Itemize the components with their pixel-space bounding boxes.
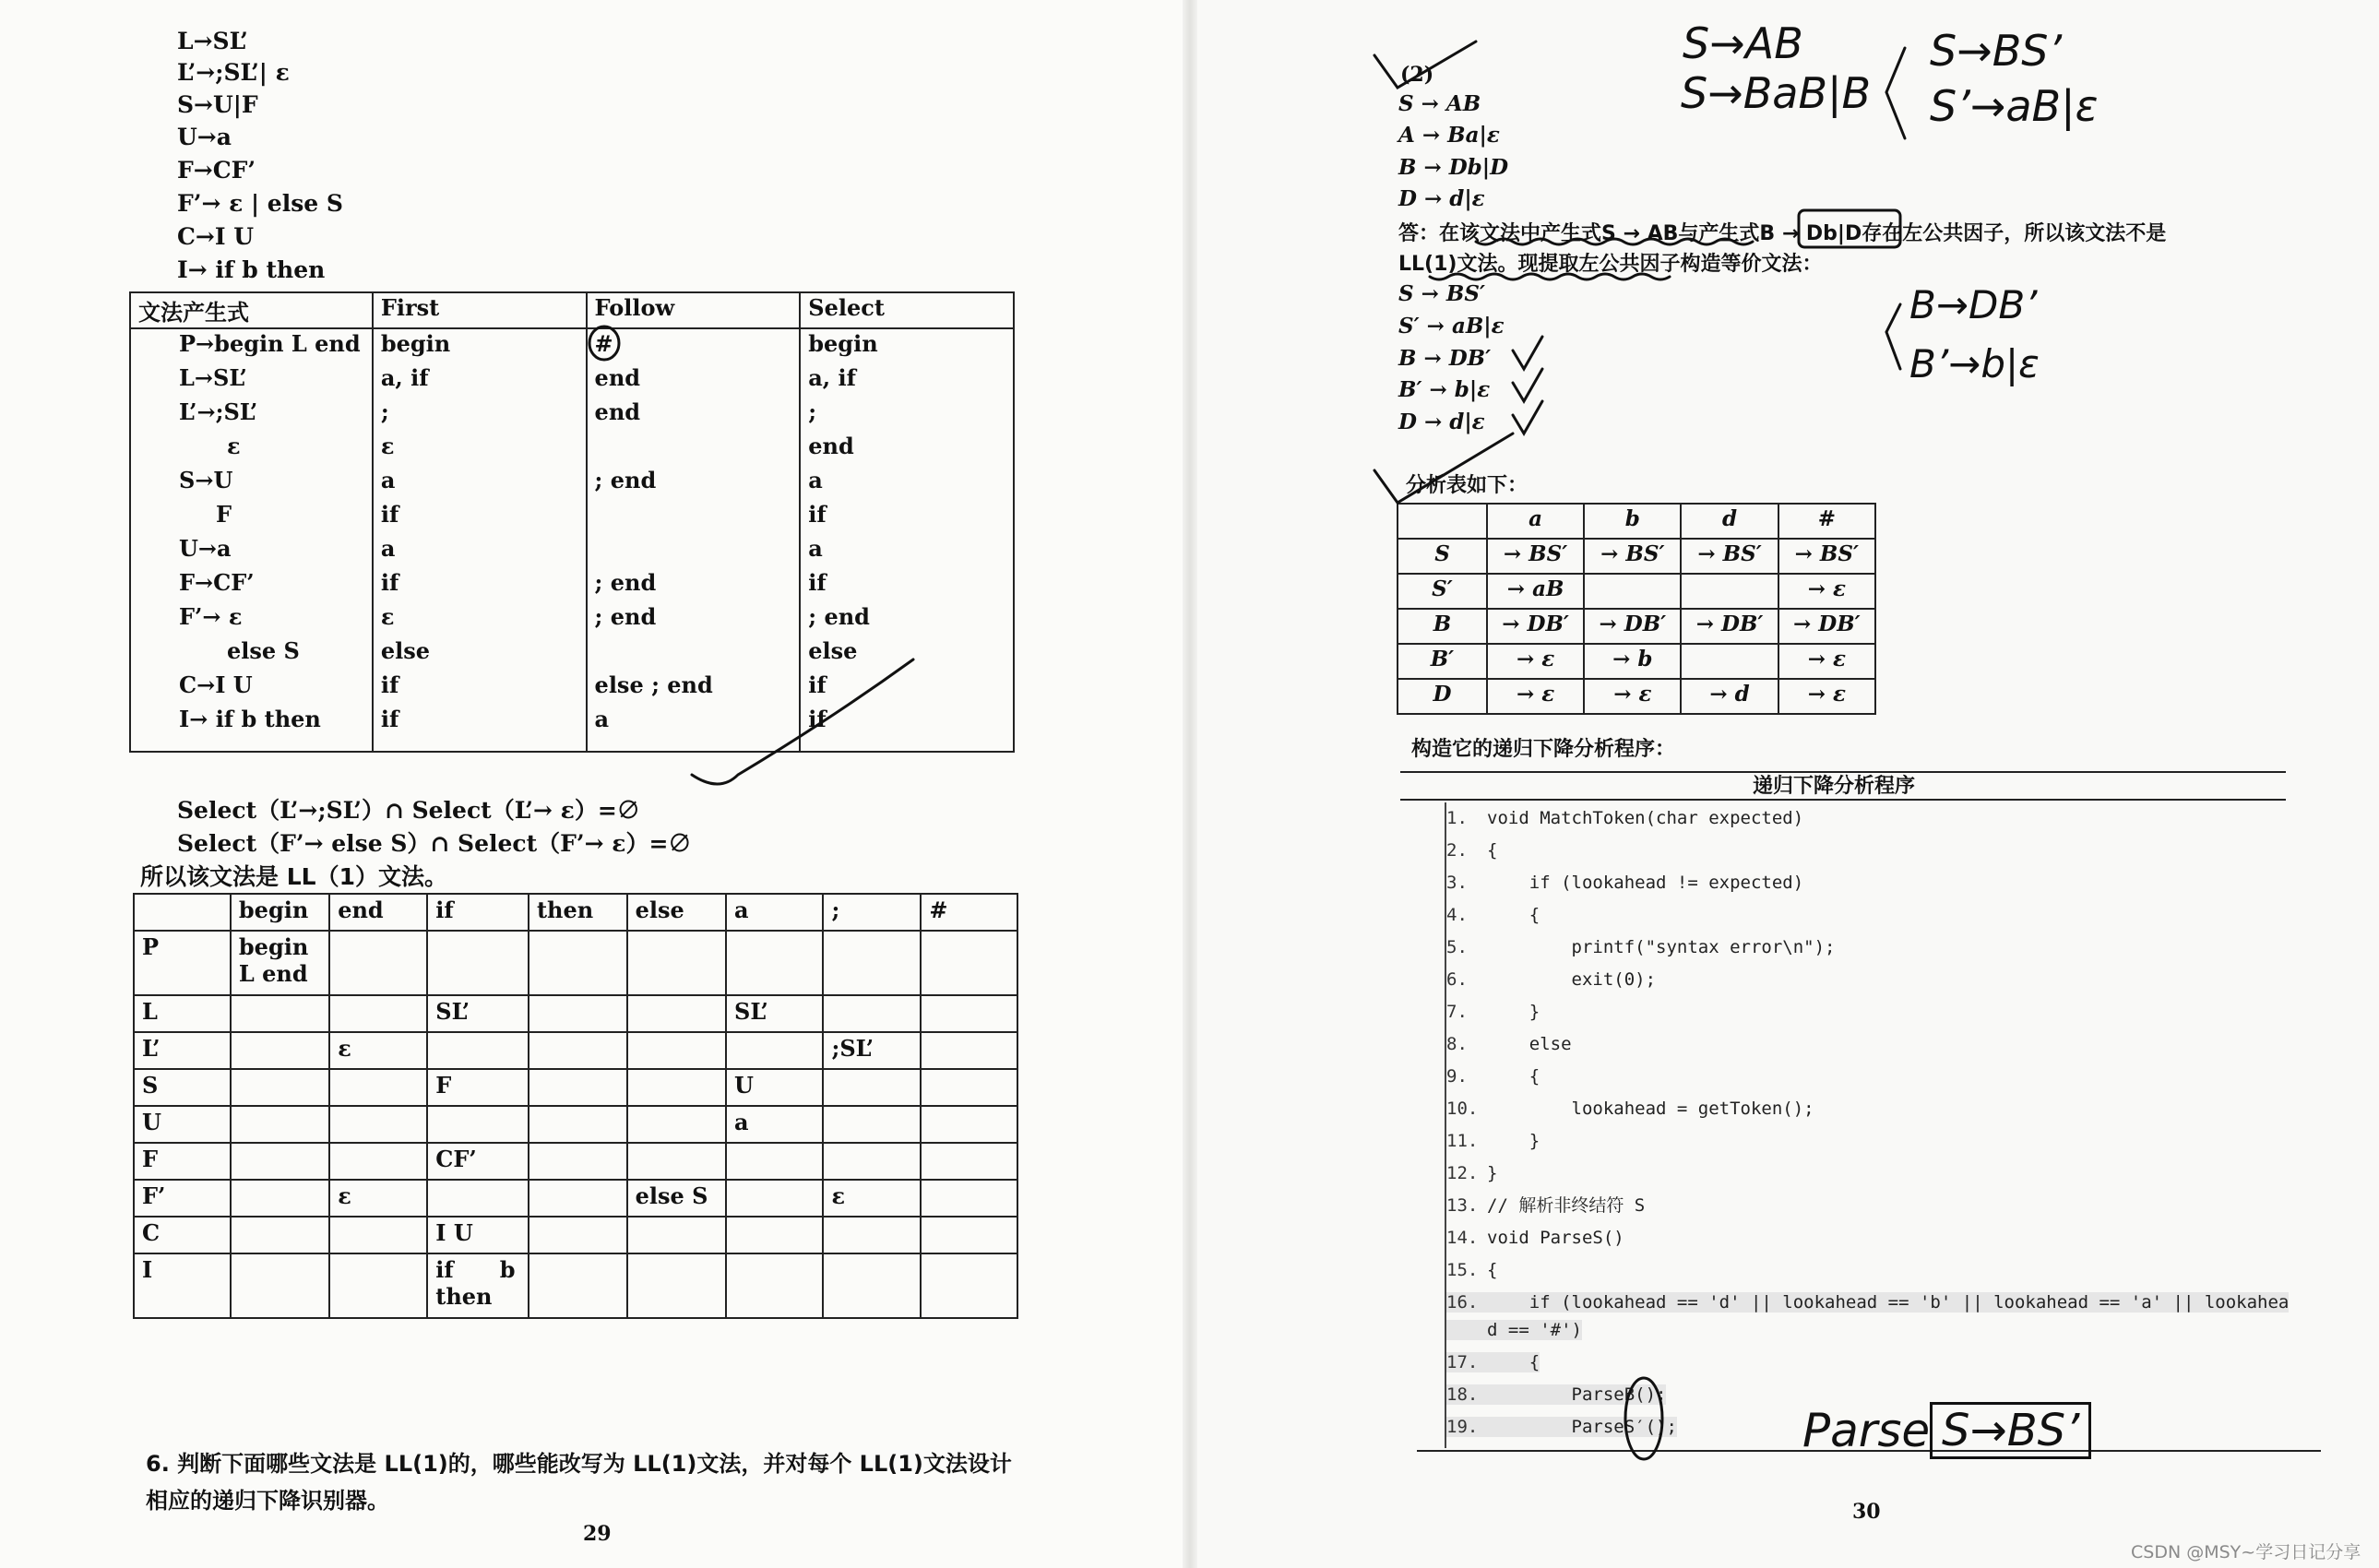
table-cell: → b (1584, 644, 1681, 679)
table-cell: if (800, 500, 1014, 534)
table-header: ; (823, 894, 921, 931)
handwritten-note: S→AB (1683, 18, 1803, 68)
code-text: { (1487, 1352, 1540, 1372)
table-cell: ε (373, 602, 587, 636)
table-cell: → DB′ (1778, 609, 1875, 644)
grammar-line: S → BS′ (1398, 281, 1486, 306)
circle-mark (1625, 1378, 1662, 1459)
table-cell: a (587, 705, 801, 752)
answer-text-line2: LL(1)文法。现提取左公共因子构造等价文法： (1398, 253, 1823, 276)
handwritten-note: Parse (1802, 1404, 1931, 1457)
table-cell: → DB′ (1487, 609, 1584, 644)
select-intersection: Select（F’→ else S）∩ Select（F’→ ε）=∅ (177, 830, 692, 857)
line-number: 10. (1446, 1099, 1479, 1119)
row-header: F (134, 1143, 231, 1180)
table-cell: S→U (130, 466, 373, 500)
table-cell: if (373, 671, 587, 705)
rule-line: F’→ ε | else S (177, 190, 343, 217)
code-text: { (1487, 840, 1498, 861)
line-number: 2. (1446, 840, 1468, 861)
table-header: First (373, 292, 587, 328)
rule-line: U→a (177, 124, 232, 150)
rule-line: L’→;SL’| ε (177, 59, 290, 86)
table-cell: U→a (130, 534, 373, 568)
handwritten-note: B’→b|ε (1909, 341, 2040, 386)
table-cell: else (373, 636, 587, 671)
code-text: ParseS′(); (1487, 1417, 1677, 1437)
row-header: S′ (1398, 574, 1487, 609)
table-cell: end (587, 398, 801, 432)
grammar-line: S′ → aB|ε (1398, 314, 1505, 339)
grammar-line: B → Db|D (1398, 155, 1509, 180)
table-cell: # (587, 328, 801, 363)
row-header: D (1398, 679, 1487, 714)
table-cell: L’→;SL’ (130, 398, 373, 432)
table-cell: L→SL’ (130, 363, 373, 398)
table-cell: ε (823, 1180, 921, 1217)
row-header: S (1398, 539, 1487, 574)
table-cell: F’→ ε (130, 602, 373, 636)
table-cell: SL’ (427, 995, 529, 1032)
table-header: Select (800, 292, 1014, 328)
grammar-line: A → Ba|ε (1398, 123, 1500, 148)
line-number: 17. (1446, 1352, 1479, 1372)
check-mark (1513, 369, 1542, 401)
handwritten-note: S→BS’ (1930, 26, 2063, 76)
table-header: a (726, 894, 823, 931)
table-cell: else ; end (587, 671, 801, 705)
check-mark (1374, 42, 1476, 88)
table-cell: → BS′ (1584, 539, 1681, 574)
line-number: 18. (1446, 1384, 1479, 1405)
table-cell: end (587, 363, 801, 398)
code-text: printf("syntax error\n"); (1487, 937, 1836, 957)
code-text: void MatchToken(char expected) (1487, 808, 1804, 828)
question-text-line2: 相应的递归下降识别器。 (146, 1488, 389, 1514)
rule-line: L→SL’ (177, 28, 248, 54)
row-header: F’ (134, 1180, 231, 1217)
wavy-underline (1430, 274, 1670, 279)
rule-line: F→CF’ (177, 157, 256, 184)
row-header: L (134, 995, 231, 1032)
answer-text: 答：在该文法中产生式S → AB与产生式B → Db|D存在左公共因子，所以该文法不是 (1398, 222, 2167, 245)
row-header: U (134, 1106, 231, 1143)
table-cell: if (373, 568, 587, 602)
table-cell: else S (130, 636, 373, 671)
code-text: lookahead = getToken(); (1487, 1099, 1814, 1119)
page-number: 29 (583, 1522, 612, 1546)
row-header: C (134, 1217, 231, 1253)
code-text: if (lookahead != expected) (1487, 873, 1804, 893)
line-number: 15. (1446, 1260, 1479, 1280)
table-cell: → ε (1487, 679, 1584, 714)
check-mark (1513, 401, 1542, 434)
question-text: 6. 判断下面哪些文法是 LL(1)的，哪些能改写为 LL(1)文法，并对每个 LL(1)文法设计 (146, 1451, 1012, 1477)
page-number: 30 (1852, 1500, 1881, 1524)
table-cell: a (726, 1106, 823, 1143)
table-cell: C→I U (130, 671, 373, 705)
table-cell: if (800, 705, 1014, 752)
table-header: if (427, 894, 529, 931)
code-text: { (1487, 1260, 1498, 1280)
table-cell: ε (329, 1032, 427, 1069)
table-cell: a (800, 466, 1014, 500)
handwritten-note: S’→aB|ε (1930, 81, 2099, 131)
row-header: S (134, 1069, 231, 1106)
table-cell: ε (373, 432, 587, 466)
brace-mark (1886, 304, 1900, 369)
line-number: 19. (1446, 1417, 1479, 1437)
table-cell: ; end (587, 568, 801, 602)
table-cell: if b then (427, 1253, 529, 1318)
table-cell: ; end (800, 602, 1014, 636)
grammar-line: B → DB′ (1398, 346, 1492, 371)
table-header: d (1681, 504, 1778, 539)
item-label: (2) (1400, 63, 1434, 87)
code-text: exit(0); (1487, 969, 1657, 990)
grammar-line: B′ → b|ε (1398, 377, 1491, 402)
table-header: begin (231, 894, 329, 931)
table-header: else (627, 894, 726, 931)
code-text: ParseB(); (1487, 1384, 1667, 1405)
table-cell: → DB′ (1681, 609, 1778, 644)
table-cell: a, if (373, 363, 587, 398)
table-cell: ;SL’ (823, 1032, 921, 1069)
line-number: 12. (1446, 1163, 1479, 1183)
line-number: 9. (1446, 1066, 1468, 1087)
table-cell: if (800, 568, 1014, 602)
grammar-line: S → AB (1398, 91, 1481, 116)
line-number: 14. (1446, 1228, 1479, 1248)
row-header: I (134, 1253, 231, 1318)
table-header: 文法产生式 (130, 292, 373, 328)
table-cell: a, if (800, 363, 1014, 398)
code-text: else (1487, 1034, 1572, 1054)
table-cell: → BS′ (1681, 539, 1778, 574)
grammar-line: D → d|ε (1398, 410, 1485, 434)
line-number: 1. (1446, 808, 1468, 828)
table-cell: if (800, 671, 1014, 705)
table-header: b (1584, 504, 1681, 539)
table-cell: → ε (1778, 679, 1875, 714)
code-text: } (1487, 1002, 1540, 1022)
code-text: void ParseS() (1487, 1228, 1624, 1248)
table-cell: ; (800, 398, 1014, 432)
table-header: then (529, 894, 627, 931)
box-mark (1799, 210, 1900, 247)
table-cell: → DB′ (1584, 609, 1681, 644)
line-number: 7. (1446, 1002, 1468, 1022)
row-header: L’ (134, 1032, 231, 1069)
line-number: 13. (1446, 1195, 1479, 1216)
wavy-underline (1476, 239, 1753, 244)
program-title: 递归下降分析程序 (1753, 775, 1916, 798)
row-header: B (1398, 609, 1487, 644)
conclusion-text: 所以该文法是 LL（1）文法。 (140, 863, 447, 890)
table-cell: ; end (587, 602, 801, 636)
row-header: P (134, 931, 231, 995)
table-cell: else (800, 636, 1014, 671)
line-number: 8. (1446, 1034, 1468, 1054)
rule-line: S→U|F (177, 91, 258, 118)
table-cell: → ε (1584, 679, 1681, 714)
code-text: { (1487, 905, 1540, 925)
table-cell: → BS′ (1778, 539, 1875, 574)
table-cell: → ε (1778, 644, 1875, 679)
program-caption: 构造它的递归下降分析程序： (1411, 738, 1676, 761)
table-cell: F→CF’ (130, 568, 373, 602)
table-cell: ε (329, 1180, 427, 1217)
check-mark (1374, 434, 1513, 503)
table-cell: I→ if b then (130, 705, 373, 752)
check-mark (1513, 337, 1542, 369)
line-number: 6. (1446, 969, 1468, 990)
table-cell: a (800, 534, 1014, 568)
line-number: 16. (1446, 1292, 1479, 1313)
row-header: B′ (1398, 644, 1487, 679)
table-cell: a (373, 534, 587, 568)
line-number: 3. (1446, 873, 1468, 893)
table-header: # (1778, 504, 1875, 539)
table-cell: if (373, 705, 587, 752)
code-text: if (lookahead == 'd' || lookahead == 'b' || lookahead == 'a' || lookahea (1487, 1292, 2290, 1313)
select-intersection: Select（L’→;SL’）∩ Select（L’→ ε）=∅ (177, 797, 640, 824)
table-cell: SL’ (726, 995, 823, 1032)
table-cell: F (130, 500, 373, 534)
circle-mark (589, 327, 619, 360)
handwritten-note: S→BaB|B (1681, 68, 1872, 118)
grammar-line: D → d|ε (1398, 186, 1485, 211)
table-cell: → d (1681, 679, 1778, 714)
code-text: } (1487, 1163, 1498, 1183)
table-cell: → ε (1487, 644, 1584, 679)
table-cell: ε (130, 432, 373, 466)
line-number: 5. (1446, 937, 1468, 957)
rule-line: C→I U (177, 223, 255, 250)
check-mark (692, 659, 913, 784)
table-cell: ; (373, 398, 587, 432)
table-cell: else S (627, 1180, 726, 1217)
handwritten-note: B→DB’ (1909, 282, 2038, 327)
table-cell: a (373, 466, 587, 500)
table-cell: if (373, 500, 587, 534)
table-cell: → aB (1487, 574, 1584, 609)
table-caption: 分析表如下： (1406, 474, 1529, 497)
table-cell: P→begin L end (130, 328, 373, 363)
table-header: a (1487, 504, 1584, 539)
table-header: end (329, 894, 427, 931)
code-text: { (1487, 1066, 1540, 1087)
table-header: Follow (587, 292, 801, 328)
table-cell: I U (427, 1217, 529, 1253)
handwritten-boxed-note: S→BS’ (1930, 1402, 2091, 1459)
table-cell: begin (800, 328, 1014, 363)
table-cell: begin (373, 328, 587, 363)
table-header: # (921, 894, 1017, 931)
code-text: // 解析非终结符 S (1487, 1195, 1646, 1216)
table-cell: → BS′ (1487, 539, 1584, 574)
table-cell: U (726, 1069, 823, 1106)
line-number: 11. (1446, 1131, 1479, 1151)
line-number: 4. (1446, 905, 1468, 925)
table-cell: ; end (587, 466, 801, 500)
table-cell: F (427, 1069, 529, 1106)
watermark: CSDN @MSY~学习日记分享 (2131, 1542, 2361, 1562)
table-cell: CF’ (427, 1143, 529, 1180)
code-text: d == '#') (1487, 1320, 1582, 1340)
brace-mark (1886, 48, 1905, 138)
table-cell: → ε (1778, 574, 1875, 609)
code-text: } (1487, 1131, 1540, 1151)
rule-line: I→ if b then (177, 256, 326, 283)
table-cell: begin L end (231, 931, 329, 995)
table-cell: end (800, 432, 1014, 466)
